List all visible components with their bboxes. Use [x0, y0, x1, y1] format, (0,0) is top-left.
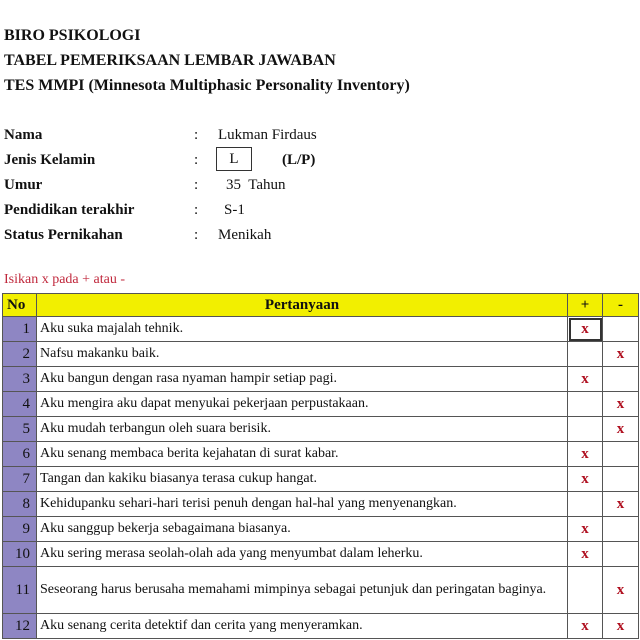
answer-minus-cell[interactable]: x [603, 417, 639, 442]
answer-plus-cell[interactable]: x [568, 442, 603, 467]
question-text: Aku suka majalah tehnik. [37, 317, 568, 342]
info-row-pendidikan [4, 199, 404, 221]
answer-minus-cell[interactable]: x [603, 392, 639, 417]
row-number: 10 [3, 542, 37, 567]
jenis-kelamin-input[interactable]: L [216, 147, 252, 171]
answer-plus-cell[interactable]: x [568, 367, 603, 392]
table-header-row [3, 294, 639, 317]
question-text: Nafsu makanku baik. [37, 342, 568, 367]
table-row [3, 467, 639, 492]
answer-minus-cell[interactable]: x [603, 567, 639, 614]
answer-plus-cell[interactable] [568, 417, 603, 442]
column-header-question: Pertanyaan [37, 294, 568, 317]
info-row-umur [4, 174, 404, 196]
column-header-minus: - [603, 294, 639, 317]
answer-plus-cell[interactable]: x [568, 517, 603, 542]
question-text: Aku senang cerita detektif dan cerita yang menyeramkan. [37, 614, 568, 639]
answer-plus-cell[interactable] [568, 492, 603, 517]
row-number: 7 [3, 467, 37, 492]
answer-plus-cell[interactable]: x [568, 614, 603, 639]
answer-minus-cell[interactable] [603, 442, 639, 467]
table-row [3, 442, 639, 467]
answer-minus-cell[interactable] [603, 317, 639, 342]
answer-plus-cell[interactable] [568, 342, 603, 367]
table-row [3, 317, 639, 342]
info-row-jenis-kelamin [4, 149, 404, 171]
row-number: 5 [3, 417, 37, 442]
question-text: Aku mengira aku dapat menyukai pekerjaan perpustakaan. [37, 392, 568, 417]
table-row [3, 342, 639, 367]
question-table [2, 293, 639, 639]
row-number: 11 [3, 567, 37, 614]
status-value[interactable]: Menikah [218, 227, 272, 243]
table-row [3, 367, 639, 392]
table-row [3, 542, 639, 567]
umur-label: Umur [4, 177, 43, 193]
answer-plus-cell[interactable]: x [568, 317, 603, 342]
answer-minus-cell[interactable] [603, 542, 639, 567]
table-row [3, 614, 639, 639]
table-row [3, 392, 639, 417]
answer-minus-cell[interactable] [603, 517, 639, 542]
row-number: 9 [3, 517, 37, 542]
question-text: Aku sanggup bekerja sebagaimana biasanya. [37, 517, 568, 542]
colon: : [194, 227, 199, 243]
column-header-plus: + [568, 294, 603, 317]
answer-plus-cell[interactable] [568, 567, 603, 614]
row-number: 1 [3, 317, 37, 342]
question-text: Aku sering merasa seolah-olah ada yang menyumbat dalam leherku. [37, 542, 568, 567]
question-text: Kehidupanku sehari-hari terisi penuh dengan hal-hal yang menyenangkan. [37, 492, 568, 517]
colon: : [194, 202, 199, 218]
question-text: Tangan dan kakiku biasanya terasa cukup hangat. [37, 467, 568, 492]
question-text: Seseorang harus berusaha memahami mimpinya sebagai petunjuk dan peringatan baginya. [37, 567, 568, 614]
row-number: 2 [3, 342, 37, 367]
row-number: 8 [3, 492, 37, 517]
pendidikan-label: Pendidikan terakhir [4, 202, 135, 218]
question-text: Aku senang membaca berita kejahatan di surat kabar. [37, 442, 568, 467]
question-text: Aku mudah terbangun oleh suara berisik. [37, 417, 568, 442]
question-text: Aku bangun dengan rasa nyaman hampir setiap pagi. [37, 367, 568, 392]
status-label: Status Pernikahan [4, 227, 123, 243]
table-row [3, 517, 639, 542]
row-number: 4 [3, 392, 37, 417]
table-row [3, 567, 639, 614]
row-number: 6 [3, 442, 37, 467]
answer-minus-cell[interactable] [603, 367, 639, 392]
colon: : [194, 127, 199, 143]
row-number: 3 [3, 367, 37, 392]
header-test-name: TES MMPI (Minnesota Multiphasic Personality Inventory) [4, 77, 410, 94]
header-subtitle: TABEL PEMERIKSAAN LEMBAR JAWABAN [4, 52, 336, 69]
colon: : [194, 177, 199, 193]
answer-plus-cell[interactable] [568, 392, 603, 417]
nama-value[interactable]: Lukman Firdaus [218, 127, 317, 143]
answer-minus-cell[interactable]: x [603, 492, 639, 517]
colon: : [194, 152, 199, 168]
header-title: BIRO PSIKOLOGI [4, 27, 141, 44]
jenis-kelamin-label: Jenis Kelamin [4, 152, 96, 168]
table-row [3, 417, 639, 442]
answer-minus-cell[interactable] [603, 467, 639, 492]
umur-value[interactable]: 35 Tahun [226, 177, 286, 193]
answer-plus-cell[interactable]: x [568, 467, 603, 492]
row-number: 12 [3, 614, 37, 639]
table-row [3, 492, 639, 517]
nama-label: Nama [4, 127, 43, 143]
answer-plus-cell[interactable]: x [568, 542, 603, 567]
info-row-nama [4, 124, 404, 146]
info-row-status [4, 224, 404, 246]
column-header-no: No [3, 294, 37, 317]
jenis-kelamin-hint: (L/P) [282, 152, 316, 168]
answer-minus-cell[interactable]: x [603, 342, 639, 367]
instruction-text: Isikan x pada + atau - [4, 272, 126, 287]
answer-minus-cell[interactable]: x [603, 614, 639, 639]
pendidikan-value[interactable]: S-1 [224, 202, 245, 218]
